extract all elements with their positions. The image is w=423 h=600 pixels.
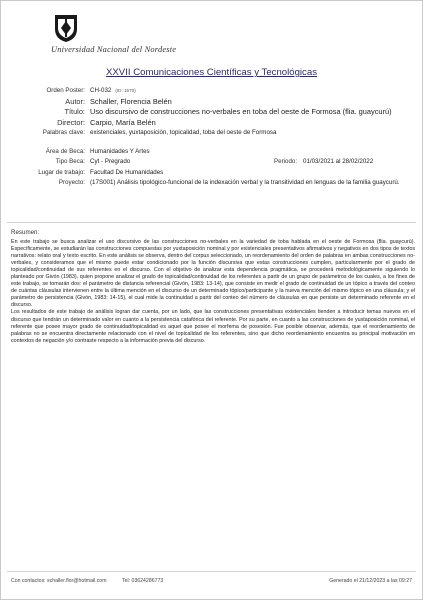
- footer-divider: [7, 571, 416, 572]
- orden-value: [90, 86, 136, 97]
- palabras-label: Palabras clave:: [42, 129, 85, 136]
- periodo-label: Periodo:: [274, 158, 298, 165]
- proyecto-value: (17S001) Análisis tipológico-funcional de la indexación verbal y la transitividad en lenguas de la familia guaycurú.: [90, 179, 400, 186]
- proyecto-label: Proyecto:: [58, 179, 85, 186]
- tipo-label: Tipo Beca:: [55, 158, 85, 165]
- resumen-paragraph-2: Los resultados de este trabajo de análisis logran dar cuenta, por un lado, que las construcciones presentativas existenciales tienden a introducir temas nuevos en el discurso que tendrán un determinado valor en cuanto a la persistencia catafórica del referente. Por su parte, en cuanto a las construcciones de yuxtaposición nominal, el referente que posee mayor grado de continuidad/topicalidad es aquel que posee el morfema de posesión. Fue posible observar, además, que el reordenamiento de palabras no se encuentra directamente relacionado con el nivel de topicalidad de los referentes, sino que dicho reordenamiento encuentra su principal motivación en contextos de negación y/o contraste respecto a la información previa del discurso.: [11, 309, 415, 344]
- orden-code: CH-032: [90, 87, 112, 94]
- row-area: [1, 147, 423, 158]
- row-orden: [1, 86, 423, 97]
- autor-value: Schaller, Florencia Belén: [90, 96, 172, 106]
- row-tipo: [1, 157, 423, 168]
- lugar-value: Facultad De Humanidades: [90, 168, 164, 176]
- row-proyecto: [1, 178, 423, 189]
- resumen-body: [11, 239, 415, 345]
- area-label: Área de Beca:: [45, 147, 85, 155]
- director-label: Director:: [57, 117, 85, 127]
- titulo-label: Título:: [64, 107, 85, 116]
- university-name: Universidad Nacional del Nordeste: [51, 45, 177, 54]
- director-value: Carpio, María Belén: [90, 117, 156, 127]
- footer-phone: Tel: 03624286773: [122, 578, 164, 584]
- poster-metadata: [1, 86, 423, 189]
- poster-id: (ID: 1570): [115, 88, 136, 93]
- resumen-label: Resumen:: [11, 229, 40, 236]
- autor-label: Autor:: [65, 96, 85, 106]
- footer-contact: Con contactos: schaller.flor@hotmail.com: [11, 578, 107, 584]
- row-lugar: [1, 168, 423, 179]
- footer-generated: Generado el 21/12/2023 a las 09:27: [329, 578, 412, 584]
- lugar-label: Lugar de trabajo:: [38, 168, 85, 176]
- row-autor: [1, 97, 423, 108]
- tipo-value: Cyt - Pregrado: [90, 158, 131, 165]
- row-titulo: [1, 107, 423, 118]
- event-title: XXVII Comunicaciones Científicas y Tecnológicas: [106, 67, 317, 78]
- divider: [7, 222, 416, 223]
- palabras-value: existenciales, yuxtaposición, topicalidad, toba del oeste de Formosa: [90, 129, 277, 136]
- row-palabras: [1, 128, 423, 139]
- resumen-paragraph-1: En este trabajo se busca analizar el uso discursivo de las construcciones no-verbales en la variedad de toba hablada en el oeste de Formosa (flia. guaycurú). Específicamente, se estudiarán las construcciones compuestas por yuxtaposición nominal y por existenciales presentativos afirmativos y negativos en dos tipos de textos narrativos: relato oral y texto escrito. En este análisis se observa, dentro del corpus seleccionado, un reordenamiento del orden de palabras en ambas construcciones no-verbales, y consideramos que el mismo puede estar condicionado por la función discursiva que estas construcciones cumplen, particularmente por el grado de topicalidad/continuidad de sus referentes en el discurso. Con el objetivo de analizar esta dependencia pragmática, se procederá metodológicamente siguiendo lo planteado por Givón (1983), quien propone analizar el grado de topicalidad/continuidad de los referentes a partir de un grupo de parámetros de los cuales, a los fines de este trabajo, se tomarán dos: el parámetro de distancia referencial (Givón, 1983: 13-14), que consiste en medir el grado de continuidad de un tópico a través del conteo de cuántas cláusulas intervienen entre la última mención en el discurso de un determinado tópico/participante y la nueva mención del mismo tópico en una cláusula; y el parámetro de persistencia (Givón, 1983: 14-15), el cual mide la continuidad a partir del conteo del número de cláusulas en que persiste un determinado referente en el discurso.: [11, 239, 415, 309]
- titulo-value: Uso discursivo de construcciones no-verbales en toba del oeste de Formosa (flia. guaycurú): [90, 107, 392, 116]
- area-value: Humanidades Y Artes: [90, 147, 150, 155]
- orden-label: Orden Poster:: [46, 87, 85, 94]
- row-director: [1, 118, 423, 129]
- periodo-value: 01/03/2021 al 28/02/2022: [303, 158, 374, 165]
- university-logo-icon: [53, 13, 79, 43]
